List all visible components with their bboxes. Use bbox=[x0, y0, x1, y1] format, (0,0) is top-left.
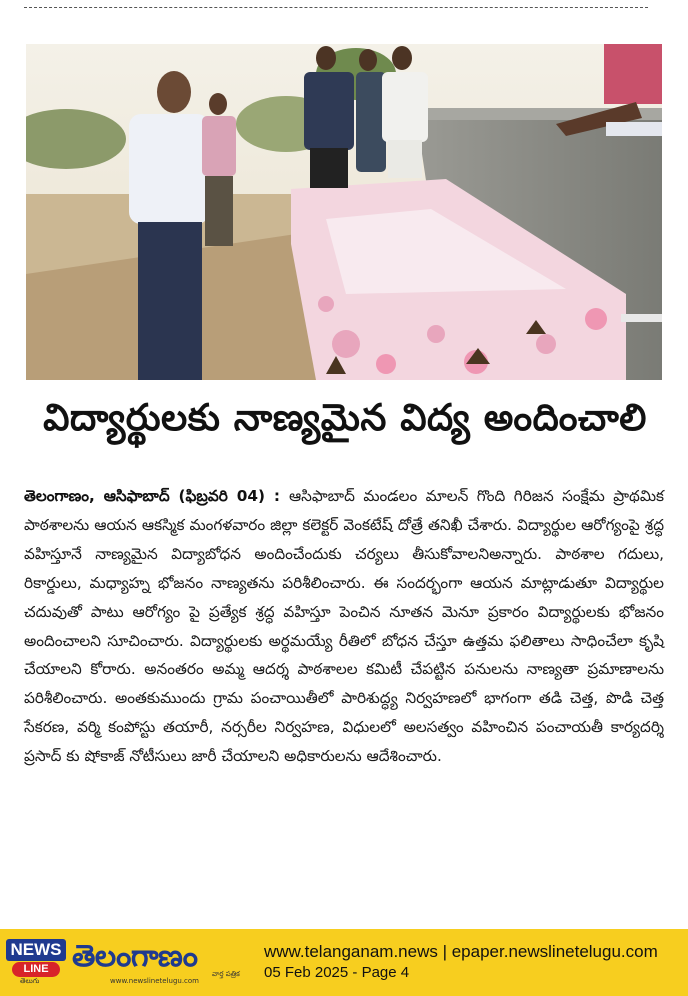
newsline-logo bbox=[6, 939, 66, 985]
dateline: తెలంగాణం, ఆసిఫాబాద్ (ఫిబ్రవరి 04) bbox=[24, 487, 266, 505]
footer-bar bbox=[0, 929, 688, 996]
logo-site: www.newslinetelugu.com bbox=[110, 977, 199, 985]
footer-links[interactable]: www.telanganam.news | epaper.newslinetelugu.com bbox=[264, 942, 658, 961]
dateline-separator: : bbox=[265, 487, 289, 505]
news-photo bbox=[26, 44, 662, 380]
telanganam-logo bbox=[72, 937, 252, 989]
newsline-logo-top: NEWS bbox=[6, 939, 66, 961]
footer-date-page: 05 Feb 2025 - Page 4 bbox=[264, 964, 410, 981]
newsline-logo-sub: తెలుగు bbox=[20, 977, 40, 985]
newsline-logo-bottom: LINE bbox=[12, 962, 60, 977]
article-text: ఆసిఫాబాద్ మండలం మాలన్ గొంది గిరిజన సంక్షేమ ప్రాథమిక పాఠశాలను ఆయన ఆకస్మిక మంగళవారం జిల్లా కలెక్టర్ వెంకటేష్ దోత్రే తనిఖీ చేశారు. విద్యార్థుల ఆరోగ్యంపై శ్రద్ధ వహిస్తూనే నాణ్యమైన విద్యాబోధన అందించేందుకు చర్యలు తీసుకోవాలనిఅన్నారు. పాఠశాల గదులు, రికార్డులు, మధ్యాహ్న భోజనం నాణ్యతను పరిశీలించారు. ఈ సందర్భంగా ఆయన మాట్లాడుతూ విద్యార్థుల చదువుతో పాటు ఆరోగ్యం పై ప్రత్యేక శ్రద్ధ వహిస్తూ పెంచిన నూతన మెనూ ప్రకారం విద్యార్థులకు భోజనం అందించాలని సూచించారు. విద్యార్థులకు అర్థమయ్యే రీతిలో బోధన చేస్తూ ఉత్తమ ఫలితాలు సాధించేలా కృషి చేయాలని కోరారు. అనంతరం అమ్మ ఆదర్శ పాఠశాలల కమిటీ చేపట్టిన పనులను నాణ్యతా ప్రమాణాలను పరిశీలించారు. అంతకుముందు గ్రామ పంచాయితీలో పారిశుద్ధ్య నిర్వహణలో భాగంగా తడి చెత్త, పొడి చెత్త సేకరణ, వర్మి కంపోస్టు తయారీ, నర్సరీల నిర్వహణ, విధులలో అలసత్వం వహించిన పంచాయతీ కార్యదర్శి ప్రసాద్ కు షోకాజ్ నోటీసులు జారీ చేయాలని అధికారులను ఆదేశించారు. bbox=[24, 487, 665, 766]
telanganam-logo-tag: వార్త పత్రిక bbox=[212, 970, 240, 978]
top-dashed-rule bbox=[24, 7, 648, 8]
headline: విద్యార్థులకు నాణ్యమైన విద్య అందించాలి bbox=[43, 396, 647, 439]
article-body bbox=[24, 482, 664, 771]
telanganam-logo-title: తెలంగాణం bbox=[72, 939, 198, 974]
